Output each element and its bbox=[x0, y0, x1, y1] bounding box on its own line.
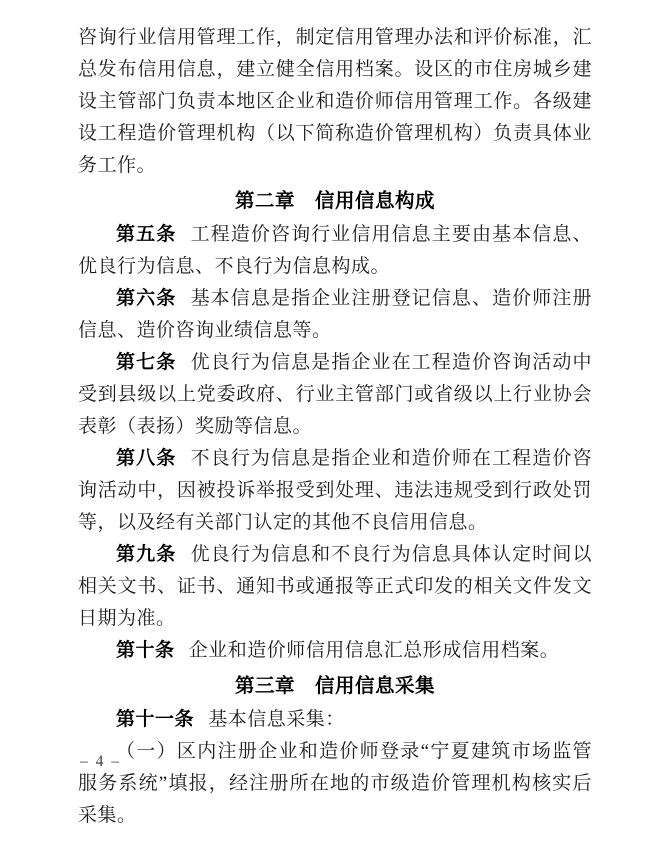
chapter-3-heading: 第三章 信用信息采集 bbox=[234, 675, 435, 697]
article-8-number: 第八条 bbox=[116, 448, 177, 469]
article-9-number: 第九条 bbox=[116, 544, 177, 565]
chapter-2-heading: 第二章 信用信息构成 bbox=[234, 190, 435, 212]
page-number: – 4 – bbox=[80, 753, 121, 770]
article-8-paragraph bbox=[78, 443, 592, 539]
article-5-number: 第五条 bbox=[116, 224, 177, 245]
article-7-paragraph bbox=[78, 347, 592, 443]
article-6-number: 第六条 bbox=[116, 288, 177, 309]
article-9-text: 优良行为信息和不良行为信息具体认定时间以相关文书、证书、通知书或通报等正式印发的相关文件发文日期为准。 bbox=[78, 544, 592, 629]
article-5-paragraph bbox=[78, 219, 592, 283]
article-10-paragraph bbox=[78, 635, 592, 667]
article-11-number: 第十一条 bbox=[116, 709, 195, 730]
article-9-paragraph bbox=[78, 539, 592, 635]
article-7-number: 第七条 bbox=[116, 352, 177, 373]
list-item-1-paragraph bbox=[78, 736, 592, 832]
article-10-number: 第十条 bbox=[116, 640, 175, 661]
intro-paragraph: 咨询行业信用管理工作，制定信用管理办法和评价标准，汇总发布信用信息，建立健全信用档案。设区的市住房城乡建设主管部门负责本地区企业和造价师信用管理工作。各级建设工程造价管理机构（以下简称造价管理机构）负责具体业务工作。 bbox=[78, 27, 592, 176]
list-item-1-text: （一）区内注册企业和造价师登录“宁夏建筑市场监管服务系统”填报，经注册所在地的市级造价管理机构核实后采集。 bbox=[78, 741, 592, 826]
article-11-text: 基本信息采集： bbox=[208, 709, 345, 730]
document-body bbox=[78, 22, 592, 832]
article-6-text: 基本信息是指企业注册登记信息、造价师注册信息、造价咨询业绩信息等。 bbox=[78, 288, 592, 341]
article-8-text: 不良行为信息是指企业和造价师在工程造价咨询活动中，因被投诉举报受到处理、违法违规受到行政处罚等，以及经有关部门认定的其他不良信用信息。 bbox=[78, 448, 592, 533]
article-5-text: 工程造价咨询行业信用信息主要由基本信息、优良行为信息、不良行为信息构成。 bbox=[78, 224, 592, 277]
article-6-paragraph bbox=[78, 283, 592, 347]
article-7-text: 优良行为信息是指企业在工程造价咨询活动中受到县级以上党委政府、行业主管部门或省级以上行业协会表彰（表扬）奖励等信息。 bbox=[78, 352, 592, 437]
article-10-text: 企业和造价师信用信息汇总形成信用档案。 bbox=[188, 640, 560, 661]
article-11-paragraph bbox=[78, 704, 592, 736]
